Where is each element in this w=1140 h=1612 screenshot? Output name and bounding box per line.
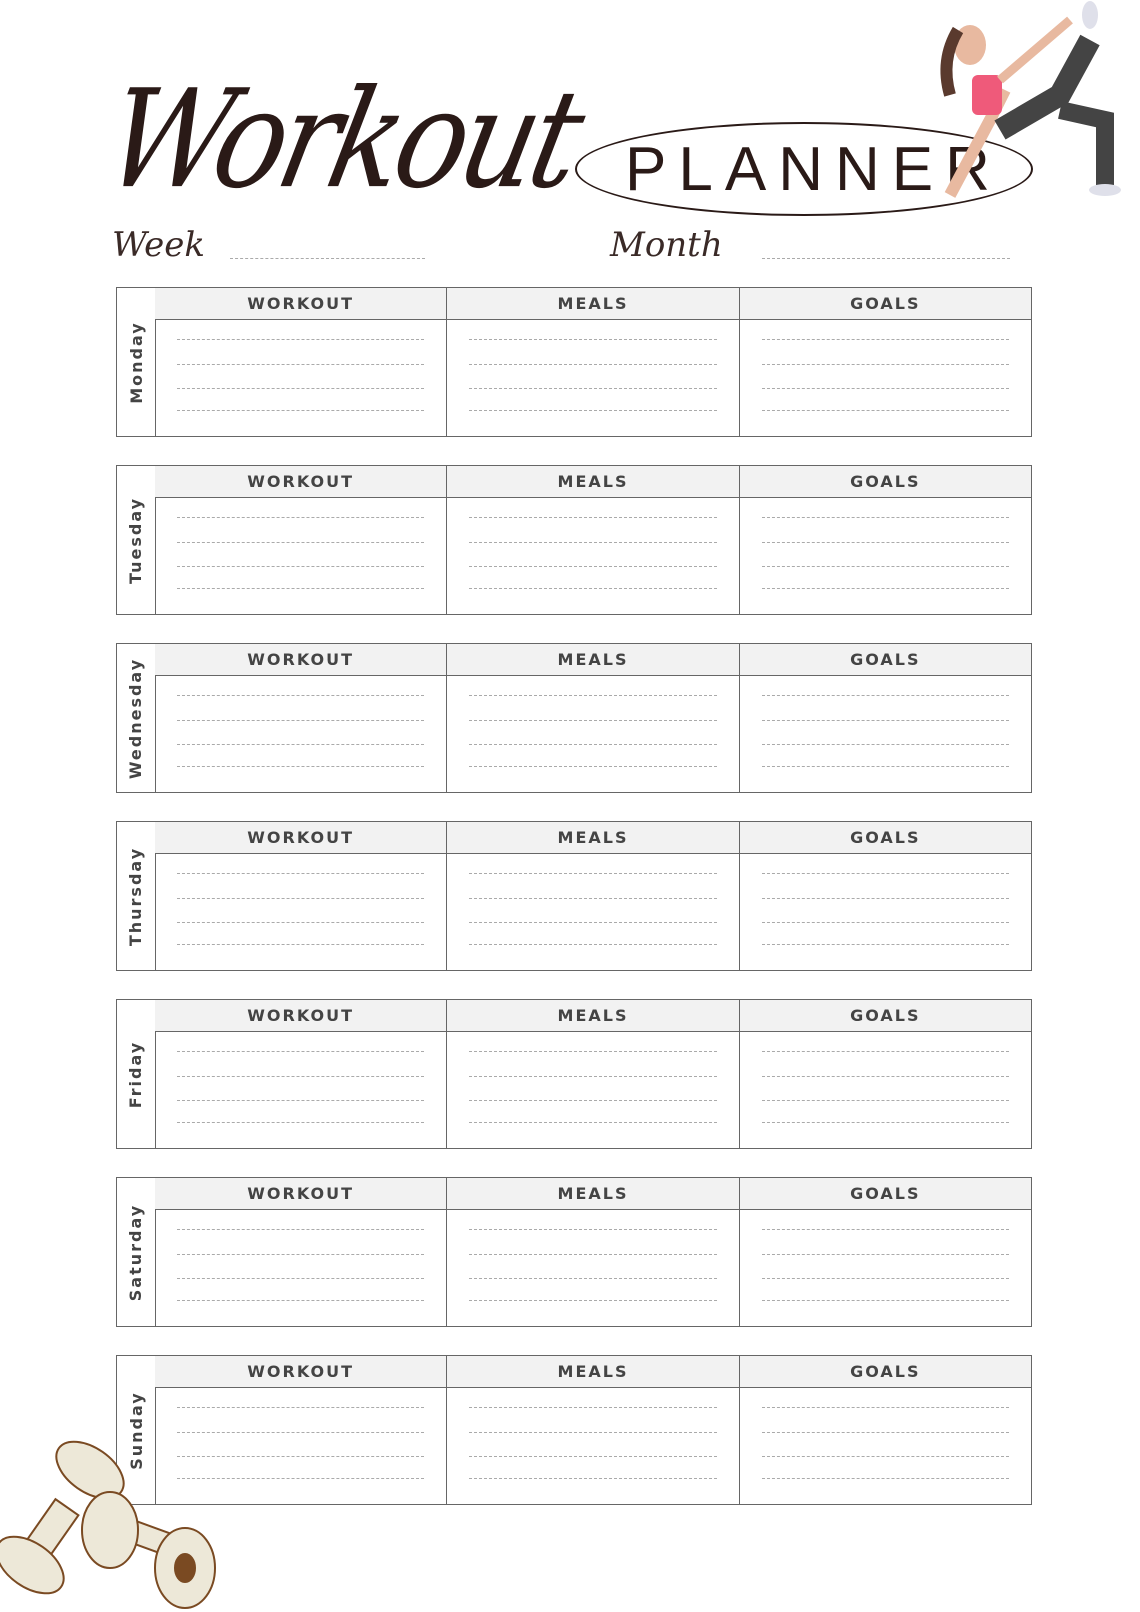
column-header: MEALS: [447, 288, 738, 320]
column-workout: [155, 644, 446, 792]
entry-line[interactable]: [762, 517, 1009, 518]
entry-line[interactable]: [469, 873, 716, 874]
entry-line[interactable]: [177, 517, 424, 518]
entry-line[interactable]: [762, 1229, 1009, 1230]
entry-line[interactable]: [762, 1407, 1009, 1408]
entry-line[interactable]: [177, 1254, 424, 1255]
day-block-friday: [116, 999, 1032, 1149]
title-planner: PLANNER: [625, 135, 1002, 204]
entry-line[interactable]: [762, 1122, 1009, 1123]
entry-line[interactable]: [762, 339, 1009, 340]
entry-line[interactable]: [469, 695, 716, 696]
entry-line[interactable]: [762, 695, 1009, 696]
entry-line[interactable]: [469, 588, 716, 589]
column-header: MEALS: [447, 1178, 738, 1210]
entry-line[interactable]: [469, 566, 716, 567]
column-header: WORKOUT: [155, 466, 446, 498]
column-meals: [446, 288, 738, 436]
column-workout: [155, 466, 446, 614]
woman-stretching-icon: [930, 0, 1130, 205]
column-meals: [446, 466, 738, 614]
column-header: WORKOUT: [155, 1356, 446, 1388]
column-meals: [446, 644, 738, 792]
entry-line[interactable]: [469, 364, 716, 365]
column-meals: [446, 822, 738, 970]
entry-line[interactable]: [469, 944, 716, 945]
column-meals: [446, 1178, 738, 1326]
column-goals: [739, 466, 1031, 614]
entry-line[interactable]: [762, 1278, 1009, 1279]
entry-line[interactable]: [177, 922, 424, 923]
entry-line[interactable]: [762, 873, 1009, 874]
entry-line[interactable]: [469, 339, 716, 340]
entry-line[interactable]: [469, 1432, 716, 1433]
entry-line[interactable]: [762, 1456, 1009, 1457]
column-header: GOALS: [740, 644, 1031, 676]
entry-line[interactable]: [177, 1278, 424, 1279]
entry-line[interactable]: [762, 922, 1009, 923]
entry-line[interactable]: [469, 542, 716, 543]
day-label: [117, 466, 156, 614]
entry-line[interactable]: [762, 1254, 1009, 1255]
day-name: Wednesday: [126, 657, 146, 779]
column-goals: [739, 288, 1031, 436]
column-header: MEALS: [447, 1000, 738, 1032]
entry-line[interactable]: [469, 922, 716, 923]
entry-line[interactable]: [469, 1278, 716, 1279]
day-block-tuesday: [116, 465, 1032, 615]
month-field[interactable]: [762, 258, 1010, 259]
day-name: Tuesday: [126, 496, 146, 584]
column-workout: [155, 1000, 446, 1148]
entry-line[interactable]: [177, 566, 424, 567]
column-header: MEALS: [447, 822, 738, 854]
entry-line[interactable]: [177, 410, 424, 411]
day-block-thursday: [116, 821, 1032, 971]
entry-line[interactable]: [762, 1100, 1009, 1101]
column-workout: [155, 822, 446, 970]
entry-line[interactable]: [177, 944, 424, 945]
entry-line[interactable]: [177, 720, 424, 721]
entry-line[interactable]: [469, 1051, 716, 1052]
column-goals: [739, 1000, 1031, 1148]
entry-line[interactable]: [469, 1100, 716, 1101]
column-goals: [739, 644, 1031, 792]
entry-line[interactable]: [762, 364, 1009, 365]
entry-line[interactable]: [762, 542, 1009, 543]
entry-line[interactable]: [177, 542, 424, 543]
week-field[interactable]: [230, 258, 425, 259]
entry-line[interactable]: [762, 766, 1009, 767]
column-workout: [155, 1178, 446, 1326]
entry-line[interactable]: [762, 410, 1009, 411]
week-label: Week: [112, 225, 206, 265]
day-label: [117, 822, 156, 970]
column-header: WORKOUT: [155, 288, 446, 320]
day-label: [117, 1000, 156, 1148]
entry-line[interactable]: [177, 695, 424, 696]
column-header: MEALS: [447, 1356, 738, 1388]
column-meals: [446, 1356, 738, 1504]
entry-line[interactable]: [762, 1432, 1009, 1433]
day-name: Monday: [126, 320, 146, 404]
day-block-sunday: [116, 1355, 1032, 1505]
month-label: Month: [610, 225, 723, 265]
column-header: MEALS: [447, 644, 738, 676]
column-header: WORKOUT: [155, 1178, 446, 1210]
entry-line[interactable]: [177, 766, 424, 767]
day-block-saturday: [116, 1177, 1032, 1327]
entry-line[interactable]: [469, 744, 716, 745]
entry-line[interactable]: [762, 1076, 1009, 1077]
entry-line[interactable]: [762, 588, 1009, 589]
column-header: GOALS: [740, 1356, 1031, 1388]
entry-line[interactable]: [469, 1076, 716, 1077]
entry-line[interactable]: [762, 898, 1009, 899]
entry-line[interactable]: [762, 388, 1009, 389]
day-name: Friday: [126, 1040, 146, 1108]
entry-line[interactable]: [469, 1407, 716, 1408]
column-header: GOALS: [740, 466, 1031, 498]
entry-line[interactable]: [762, 1051, 1009, 1052]
day-name: Sunday: [126, 1390, 146, 1470]
dumbbells-icon: [0, 1440, 230, 1612]
entry-line[interactable]: [469, 720, 716, 721]
entry-line[interactable]: [177, 364, 424, 365]
entry-line[interactable]: [469, 1456, 716, 1457]
column-meals: [446, 1000, 738, 1148]
day-name: Saturday: [126, 1203, 146, 1301]
entry-line[interactable]: [469, 410, 716, 411]
entry-line[interactable]: [469, 766, 716, 767]
entry-line[interactable]: [469, 1122, 716, 1123]
entry-line[interactable]: [469, 1478, 716, 1479]
day-block-monday: [116, 287, 1032, 437]
entry-line[interactable]: [762, 944, 1009, 945]
column-goals: [739, 822, 1031, 970]
entry-line[interactable]: [177, 588, 424, 589]
entry-line[interactable]: [762, 720, 1009, 721]
column-header: GOALS: [740, 1178, 1031, 1210]
entry-line[interactable]: [177, 1229, 424, 1230]
entry-line[interactable]: [177, 1076, 424, 1077]
entry-line[interactable]: [762, 1300, 1009, 1301]
entry-line[interactable]: [177, 1122, 424, 1123]
entry-line[interactable]: [762, 744, 1009, 745]
day-label: [117, 1178, 156, 1326]
entry-line[interactable]: [177, 873, 424, 874]
entry-line[interactable]: [177, 1407, 424, 1408]
entry-line[interactable]: [469, 388, 716, 389]
entry-line[interactable]: [469, 1229, 716, 1230]
column-header: GOALS: [740, 288, 1031, 320]
day-block-wednesday: [116, 643, 1032, 793]
entry-line[interactable]: [469, 517, 716, 518]
entry-line[interactable]: [469, 1254, 716, 1255]
entry-line[interactable]: [762, 1478, 1009, 1479]
column-goals: [739, 1178, 1031, 1326]
column-goals: [739, 1356, 1031, 1504]
entry-line[interactable]: [177, 388, 424, 389]
title-workout: Workout: [93, 59, 592, 219]
day-label: [117, 288, 156, 436]
day-name: Thursday: [126, 846, 146, 946]
column-header: WORKOUT: [155, 1000, 446, 1032]
entry-line[interactable]: [469, 1300, 716, 1301]
column-header: GOALS: [740, 1000, 1031, 1032]
entry-line[interactable]: [177, 744, 424, 745]
entry-line[interactable]: [177, 898, 424, 899]
column-header: GOALS: [740, 822, 1031, 854]
column-header: MEALS: [447, 466, 738, 498]
column-header: WORKOUT: [155, 644, 446, 676]
entry-line[interactable]: [177, 1051, 424, 1052]
entry-line[interactable]: [469, 898, 716, 899]
day-label: [117, 644, 156, 792]
entry-line[interactable]: [177, 1432, 424, 1433]
entry-line[interactable]: [762, 566, 1009, 567]
entry-line[interactable]: [177, 1100, 424, 1101]
column-workout: [155, 288, 446, 436]
entry-line[interactable]: [177, 339, 424, 340]
entry-line[interactable]: [177, 1300, 424, 1301]
column-header: WORKOUT: [155, 822, 446, 854]
